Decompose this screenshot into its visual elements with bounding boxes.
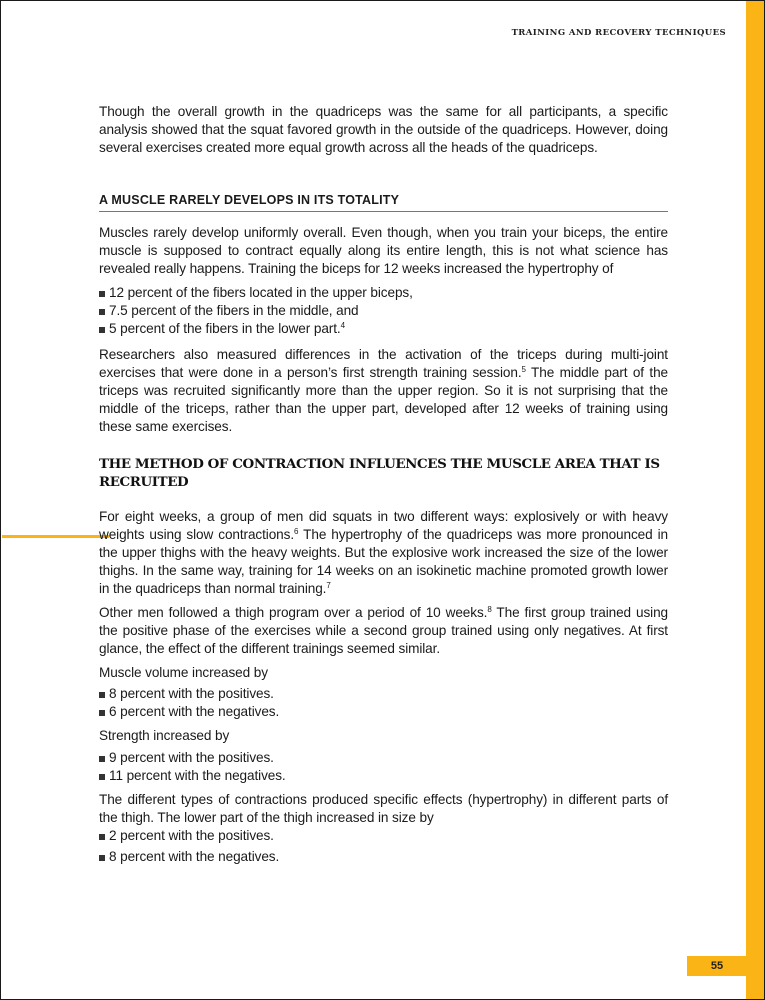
heading-accent-rule	[2, 535, 109, 538]
paragraph-text: Other men followed a thigh program over a period of 10 weeks.	[99, 605, 488, 620]
list-item: 9 percent with the positives.	[99, 749, 668, 767]
list-item: 7.5 percent of the fibers in the middle, and	[99, 302, 668, 320]
accent-side-bar	[746, 1, 764, 999]
footnote-ref: 5	[521, 365, 526, 374]
footnote-ref: 4	[340, 321, 345, 330]
intro-paragraph: Though the overall growth in the quadriceps was the same for all participants, a specific analysis showed that the squat favored growth in the outside of the quadriceps. However, doing several exercises created more equal growth across all the heads of the quadriceps.	[99, 104, 668, 155]
strength-list	[99, 749, 668, 785]
squat-paragraph	[99, 508, 668, 598]
thigh-intro: The different types of contractions produced specific effects (hypertrophy) in different parts of the thigh. The lower part of the thigh increased in size by	[99, 792, 668, 825]
running-head: TRAINING AND RECOVERY TECHNIQUES	[511, 28, 726, 38]
biceps-paragraph: Muscles rarely develop uniformly overall. Even though, when you train your biceps, the entire muscle is supposed to contract equally along its entire length, this is not what science has revealed really happens. Training the biceps for 12 weeks increased the hypertrophy of	[99, 225, 668, 276]
list-item: 11 percent with the negatives.	[99, 767, 668, 785]
page-number: 55	[687, 956, 747, 976]
volume-list	[99, 685, 668, 721]
list-item	[99, 320, 668, 338]
section-heading-muscle-totality: A MUSCLE RARELY DEVELOPS IN ITS TOTALITY	[99, 191, 668, 212]
footnote-ref: 8	[487, 605, 492, 614]
strength-intro: Strength increased by	[99, 728, 230, 743]
footnote-ref: 6	[294, 527, 299, 536]
paragraph-text: Researchers also measured differences in the activation of the triceps during multi-joint exercises that were done in a person’s first strength training session.	[99, 347, 668, 380]
list-item: 12 percent of the fibers located in the upper biceps,	[99, 284, 668, 302]
page-content	[99, 103, 668, 866]
list-item: 8 percent with the negatives.	[99, 848, 668, 866]
thigh-program-paragraph	[99, 604, 668, 658]
list-item: 2 percent with the positives.	[99, 827, 668, 845]
paragraph-text: The hypertrophy of the quadriceps was more pronounced in the upper thighs with the heavy weights. But the explosive work increased the size of the lower thighs. In the same way, training for 14 weeks on an isokinetic machine promoted growth lower in the quadriceps than normal training.	[99, 527, 668, 596]
thigh-list	[99, 827, 668, 866]
paragraph-text: The middle part of the triceps was recruited significantly more than the upper region. So it is not surprising that the middle of the triceps, rather than the upper part, developed after 12 weeks of training using these same exercises.	[99, 365, 668, 434]
paragraph-text: The first group trained using the positive phase of the exercises while a second group trained using only negatives. At first glance, the effect of the different trainings seemed similar.	[99, 605, 668, 656]
list-item-text: 5 percent of the fibers in the lower part.	[109, 321, 341, 336]
paragraph-text: For eight weeks, a group of men did squats in two different ways: explosively or with heavy weights using slow contractions.	[99, 509, 668, 542]
biceps-hypertrophy-list	[99, 284, 668, 338]
list-item: 8 percent with the positives.	[99, 685, 668, 703]
list-item: 6 percent with the negatives.	[99, 703, 668, 721]
triceps-paragraph	[99, 346, 668, 436]
section-heading-contraction-method: THE METHOD OF CONTRACTION INFLUENCES THE MUSCLE AREA THAT IS RECRUITED	[99, 456, 660, 490]
volume-intro: Muscle volume increased by	[99, 665, 268, 680]
footnote-ref: 7	[326, 581, 331, 590]
